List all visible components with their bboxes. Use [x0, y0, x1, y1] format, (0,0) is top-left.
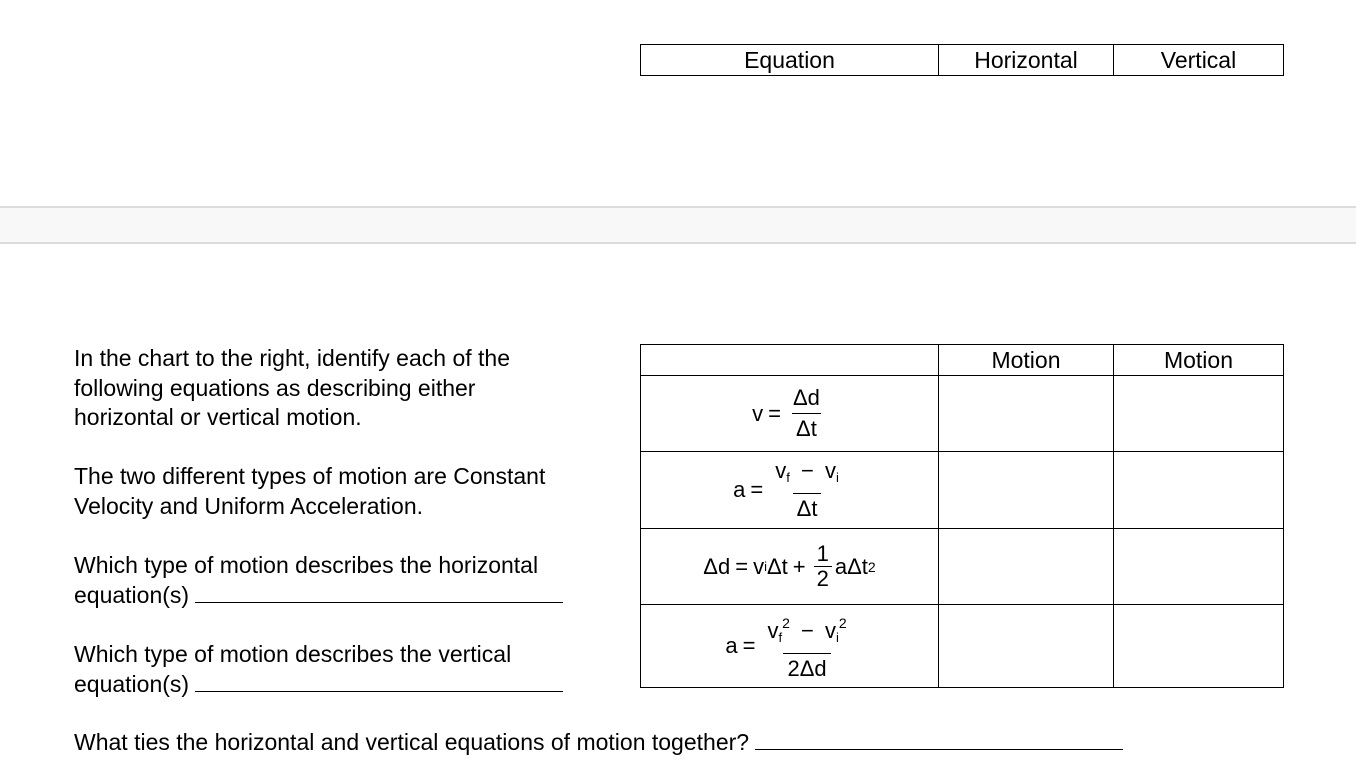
top-header-table [640, 44, 1284, 76]
question-horizontal-line-2: equation(s) [74, 581, 190, 608]
top-header-horizontal: Horizontal [939, 45, 1114, 76]
eq1-lhs: v [752, 400, 764, 426]
eq3-lhs: Δd [703, 553, 731, 579]
motion-types-line-1: The two different types of motion are Constant [74, 463, 546, 489]
table-row [641, 529, 1284, 605]
top-header-equation: Equation [641, 45, 939, 76]
motion-types-line-2: Velocity and Uniform Acceleration. [74, 492, 424, 519]
table-row [641, 376, 1284, 452]
answer-cell-horizontal-3[interactable] [939, 529, 1114, 605]
instruction-line-2: following equations as describing either [74, 374, 476, 401]
eq1-denominator: Δt [792, 413, 821, 444]
equation-table [640, 344, 1284, 688]
instruction-paragraph [74, 344, 510, 433]
question-horizontal-line-1: Which type of motion describes the horizontal [74, 552, 539, 578]
eq3-half-denominator: 2 [814, 566, 832, 591]
answer-blank-horizontal[interactable] [195, 584, 563, 603]
equation-velocity-squared: a = $\frac{v_f^2 - v_i^2}{2\Delta d}$ [641, 605, 939, 688]
answer-cell-horizontal-1[interactable] [939, 376, 1114, 452]
eq2-lhs: a [733, 477, 746, 502]
answer-cell-horizontal-4[interactable] [939, 605, 1114, 688]
header-vertical-motion: Motion [1114, 345, 1284, 376]
question-ties [74, 728, 1123, 758]
question-vertical-line-2: equation(s) [74, 670, 190, 697]
eq1-numerator: Δd [792, 385, 820, 410]
eq4-numerator: $v_f^2 - v_i^2$ [767, 615, 847, 645]
answer-blank-vertical[interactable] [195, 673, 563, 692]
eq4-denominator: 2Δd [783, 653, 830, 684]
table-row [641, 452, 1284, 529]
answer-cell-vertical-3[interactable] [1114, 529, 1284, 605]
top-header-vertical: Vertical [1114, 45, 1284, 76]
table-row [641, 605, 1284, 688]
page-break [0, 206, 1356, 244]
question-horizontal [74, 551, 563, 610]
motion-types-paragraph [74, 462, 545, 521]
question-vertical [74, 640, 563, 699]
header-equation-cell [641, 345, 939, 376]
eq3-half-numerator: 1 [816, 541, 829, 566]
eq2-denominator: Δt [793, 493, 822, 524]
equation-velocity: v = $\frac{\Delta d}{\Delta t}$ [641, 376, 939, 452]
answer-cell-vertical-1[interactable] [1114, 376, 1284, 452]
answer-cell-horizontal-2[interactable] [939, 452, 1114, 529]
equation-displacement: Δd = v i Δt + $\frac{1}{2}$ aΔt 2 [641, 529, 939, 605]
table-header-row [641, 345, 1284, 376]
instruction-line-1: In the chart to the right, identify each of the [74, 345, 510, 371]
eq2-numerator: $v_f - v_i$ [775, 458, 839, 485]
header-horizontal-motion: Motion [939, 345, 1114, 376]
top-header-row [641, 45, 1284, 76]
answer-blank-ties[interactable] [755, 731, 1123, 750]
instruction-line-3: horizontal or vertical motion. [74, 404, 362, 430]
equation-acceleration: a = $\frac{v_f - v_i}{\Delta t}$ [641, 452, 939, 529]
question-vertical-line-1: Which type of motion describes the vertical [74, 641, 512, 667]
question-ties-text: What ties the horizontal and vertical equations of motion together? [74, 729, 750, 755]
eq4-lhs: a [725, 633, 738, 658]
answer-cell-vertical-4[interactable] [1114, 605, 1284, 688]
answer-cell-vertical-2[interactable] [1114, 452, 1284, 529]
